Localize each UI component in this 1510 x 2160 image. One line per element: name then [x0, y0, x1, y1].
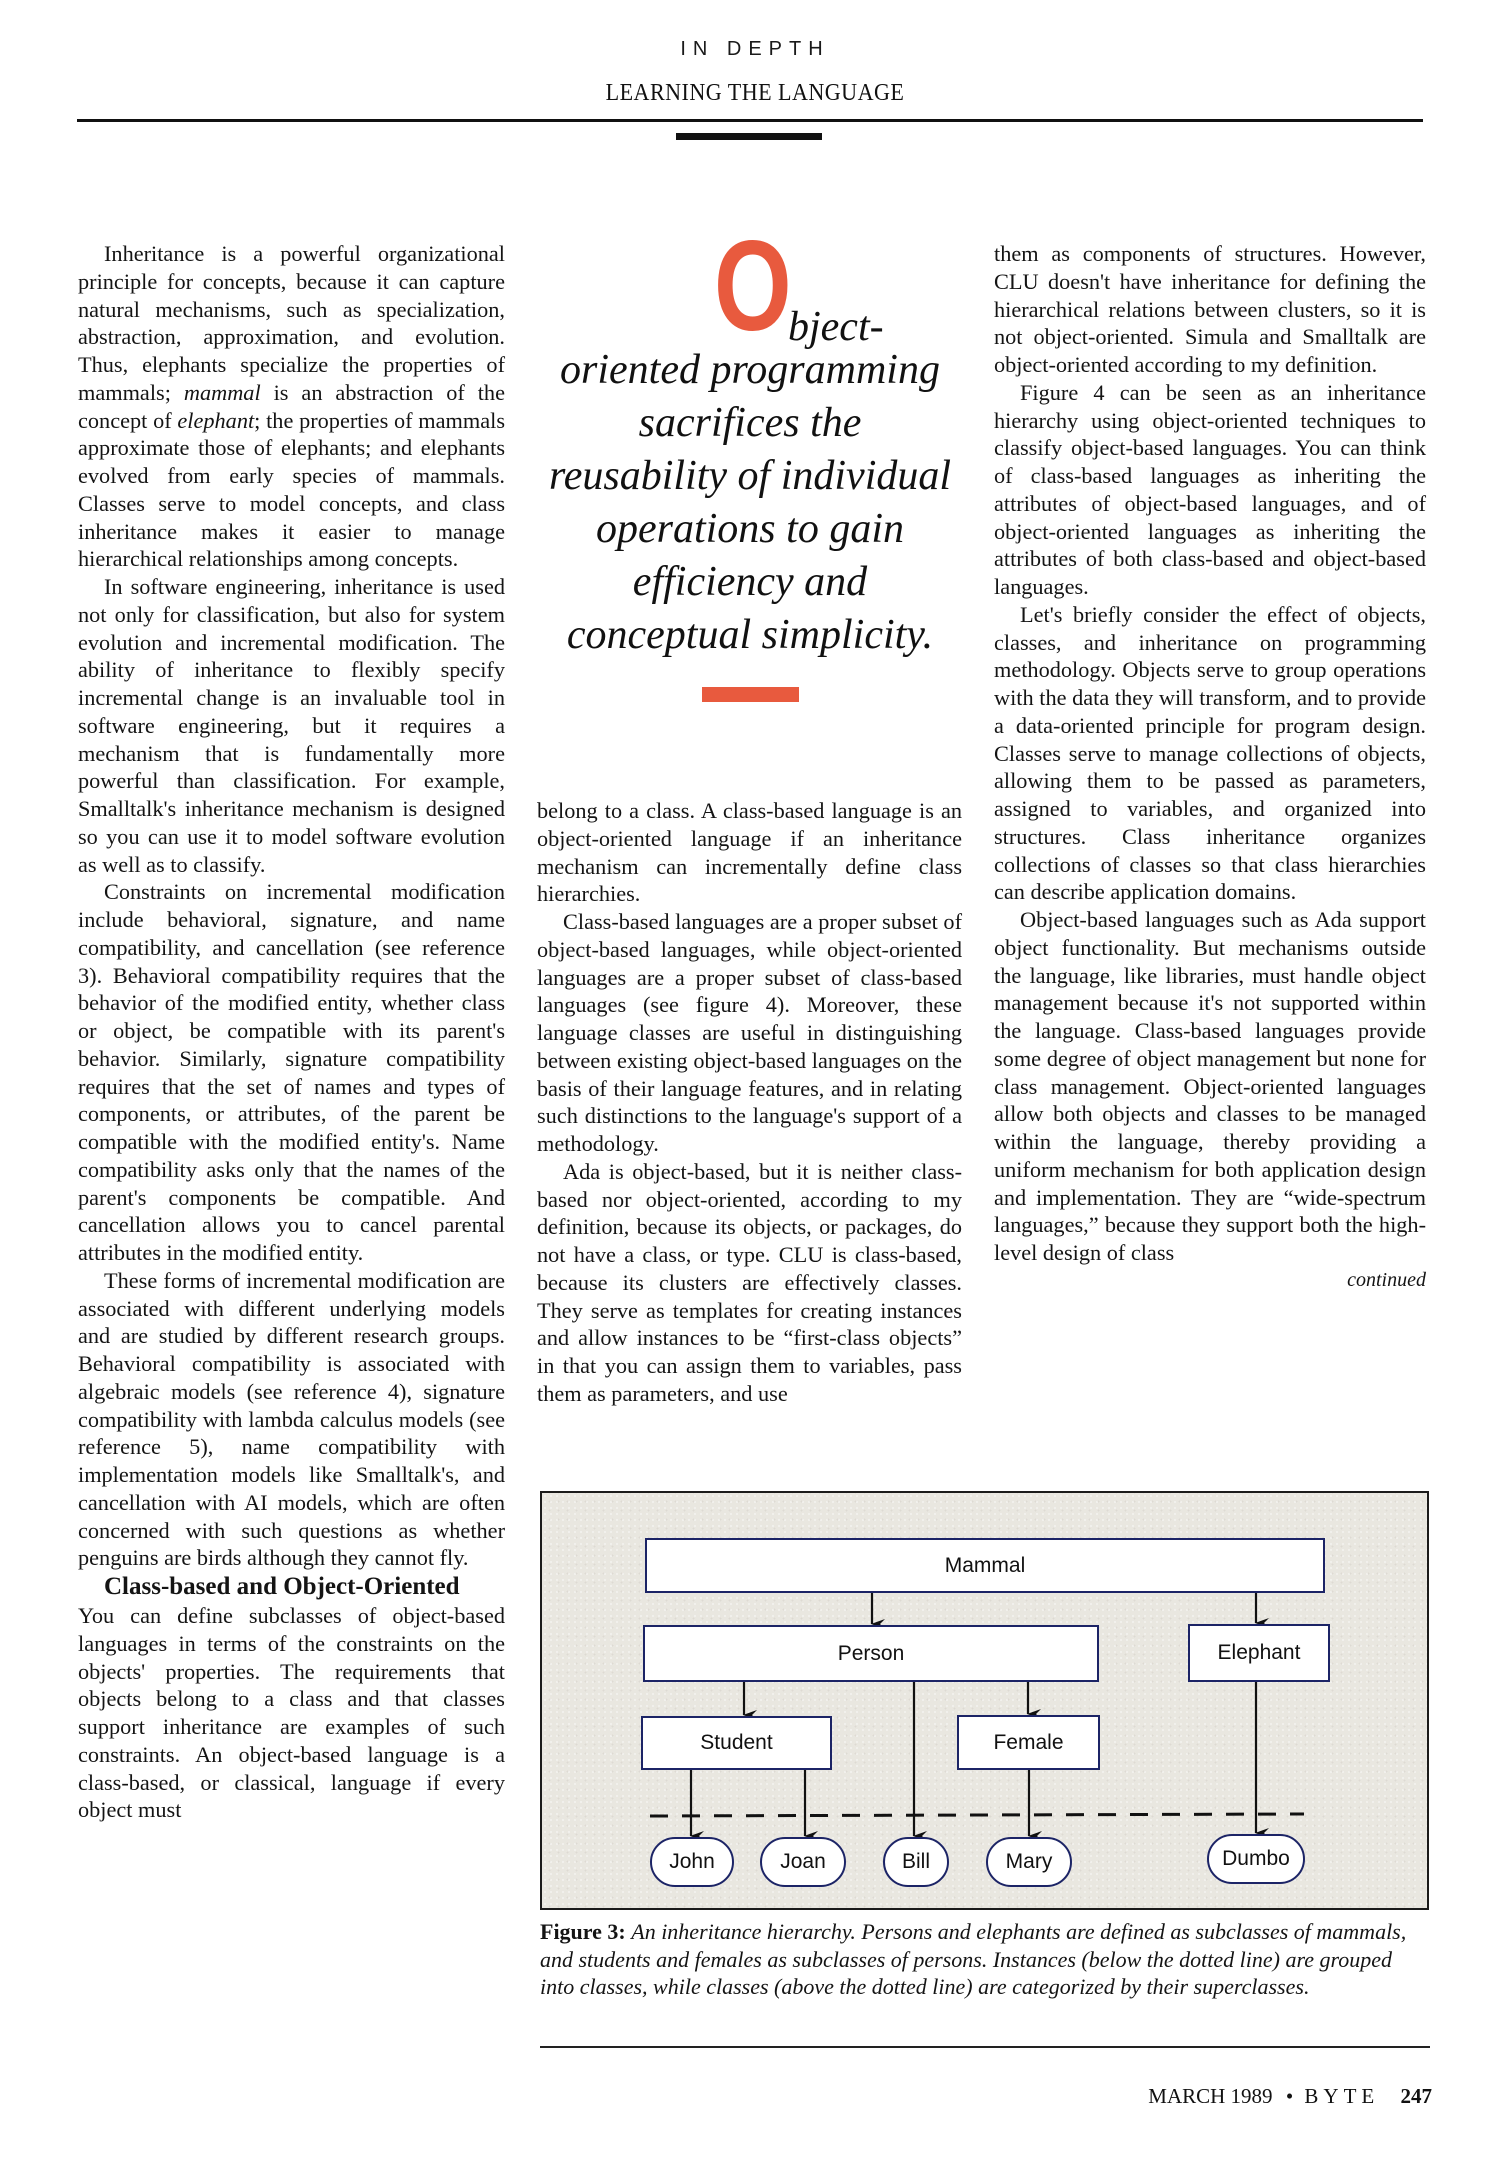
caption-rule [540, 2046, 1430, 2048]
paragraph: You can define subclasses of object-based languages in terms of the constraints on the objects' properties. The requirements that objects belong to a class and that classes support inheritance are examples of such constraints. An object-based language is a class-based, or classical, language if every object must [78, 1603, 505, 1823]
pull-quote-line: oriented programming [560, 347, 940, 393]
emphasis-elephant: elephant [177, 407, 255, 433]
article-column-left [78, 240, 505, 1824]
paragraph: belong to a class. A class-based language is an object-oriented language if an inheritance mechanism can incrementally define class hierarchies. [537, 798, 962, 907]
page-footer [900, 2084, 1432, 2109]
issue-date: MARCH 1989 [1148, 2084, 1273, 2108]
drop-cap: O [714, 215, 792, 358]
class-box-student: Student [641, 1716, 832, 1770]
section-kicker: IN DEPTH [680, 38, 830, 60]
figure-label: Figure 3: [540, 1919, 626, 1944]
text-run: Inheritance is a powerful organizational principle for concepts, because it can capture natural mechanisms, such as specialization, abstraction, approximation, and evolution. Thus, elephants specialize the properties of mammals; [78, 241, 505, 405]
paragraph [78, 240, 505, 573]
header-rule [77, 119, 1423, 122]
class-box-person: Person [643, 1625, 1099, 1682]
instance-joan: Joan [760, 1837, 846, 1887]
emphasis-mammal: mammal [183, 379, 261, 405]
continued-label: continued [1347, 1268, 1426, 1291]
bullet-separator: • [1285, 2084, 1294, 2108]
figure-caption [540, 1918, 1430, 2001]
class-box-mammal: Mammal [645, 1538, 1325, 1593]
paragraph: them as components of structures. However, CLU doesn't have inheritance for defining the hierarchical relations between clusters, so it is not object-oriented. Simula and Smalltalk are object-oriented according to my definition. [994, 241, 1426, 377]
magazine-name: BYTE [1304, 2084, 1380, 2108]
pull-quote-lines [530, 344, 970, 662]
paragraph: Ada is object-based, but it is neither class-based nor object-oriented, according to my definition, because its objects, or packages, do not have a class, or type. CLU is class-based, because its clusters are effectively classes. They serve as templates for creating instances and allow instances to be “first-class objects” in that you can assign them to variables, pass them as parameters, and use [537, 1158, 962, 1406]
instance-bill: Bill [883, 1837, 949, 1887]
paragraph: Constraints on incremental modification include behavioral, signature, and name compatibility, and cancellation (see reference 3). Behavioral compatibility requires that the behavior of the modified entity, whether class or object, be compatible with its parent's behavior. Similarly, signature compatibility requires that the set of names and types of components, or attributes, of the parent be compatible with the modified entity's. Name compatibility asks only that the names of the parent's components be compatible. And cancellation allows you to cancel parental attributes in the modified entity. [78, 879, 505, 1265]
pull-quote-line: efficiency and [632, 559, 868, 605]
page-number: 247 [1400, 2084, 1432, 2108]
class-box-elephant: Elephant [1188, 1624, 1330, 1682]
text-run: is an abstraction of the concept of [78, 379, 505, 433]
instance-mary: Mary [986, 1837, 1072, 1887]
pull-quote-fragment: bject- [788, 304, 884, 350]
text-run: ; the properties of mammals approximate those of elephants; and elephants evolved from early species of mammals. Classes serve to model concepts, and class inheritance makes it easier to manage hierarchical relationships among concepts. [78, 407, 505, 572]
article-column-middle [537, 797, 962, 1408]
section-title: LEARNING THE LANGUAGE [605, 80, 905, 106]
subheading: Class-based and Object-Oriented [104, 1573, 460, 1600]
figure-caption-text: An inheritance hierarchy. Persons and elephants are defined as subclasses of mammals, and students and females as subclasses of persons. Instances (below the dotted line) are grouped into classes, while classes (above the dotted line) are categorized by their superclasses. [540, 1919, 1407, 1999]
pull-quote-line: sacrifices the [638, 400, 862, 446]
paragraph: Figure 4 can be seen as an inheritance hierarchy using object-oriented techniques to classify object-based languages. You can think of class-based languages as inheriting the attributes of object-based languages, and of object-oriented languages as inheriting the attributes of both class-based and object-based languages. [994, 379, 1426, 599]
pull-quote-line: operations to gain [595, 506, 904, 552]
header-accent-bar [676, 133, 822, 140]
paragraph: Object-based languages such as Ada support object functionality. But mechanisms outside the language, like libraries, must handle object management because it's not supported within the language. Class-based languages provide some degree of object management but none for class management. Object-oriented languages allow both objects and classes to be managed within the language, thereby providing a uniform mechanism for both application design and implementation. They are “wide-spectrum languages,” because they support both the high-level design of class [994, 907, 1426, 1265]
class-box-female: Female [957, 1715, 1100, 1770]
paragraph: In software engineering, inheritance is used not only for classification, but also for system evolution and incremental modification. The ability of inheritance to flexibly specify incremental change is an invaluable tool in software engineering, but it requires a mechanism that is fundamentally more powerful than classification. For example, Smalltalk's inheritance mechanism is designed so you can use it to model software evolution as well as to classify. [78, 574, 505, 877]
instance-dumbo: Dumbo [1207, 1834, 1305, 1884]
instance-john: John [650, 1837, 734, 1887]
figure-inheritance-hierarchy [540, 1491, 1429, 1910]
paragraph: These forms of incremental modification are associated with different underlying models and are studied by different research groups. Behavioral compatibility is associated with algebraic models (see reference 4), signature compatibility with lambda calculus models (see reference 5), name compatibility with implementation models like Smalltalk's, and cancellation with AI models, which are often concerned with such questions as whether penguins are birds although they cannot fly. [78, 1267, 505, 1571]
pull-quote-line: conceptual simplicity. [566, 612, 934, 658]
pull-quote-line: reusability of individual [548, 453, 952, 499]
pull-quote-accent-bar [702, 687, 799, 702]
paragraph: Let's briefly consider the effect of objects, classes, and inheritance on programming methodology. Objects serve to group operations with the data they will transform, and to provide a data-oriented principle for program design. Classes serve to manage collections of objects, allowing them to be passed as parameters, assigned to variables, and organized into structures. Class inheritance organizes collections of classes so that class hierarchies can describe application domains. [994, 601, 1426, 905]
paragraph: Class-based languages are a proper subset of object-based languages, while object-oriented languages are a proper subset of class-based languages (see figure 4). Moreover, these language classes are useful in distinguishing between existing object-based languages on the basis of their language features, and in relating such distinctions to the language's support of a methodology. [537, 909, 962, 1156]
article-column-right [994, 240, 1426, 1293]
